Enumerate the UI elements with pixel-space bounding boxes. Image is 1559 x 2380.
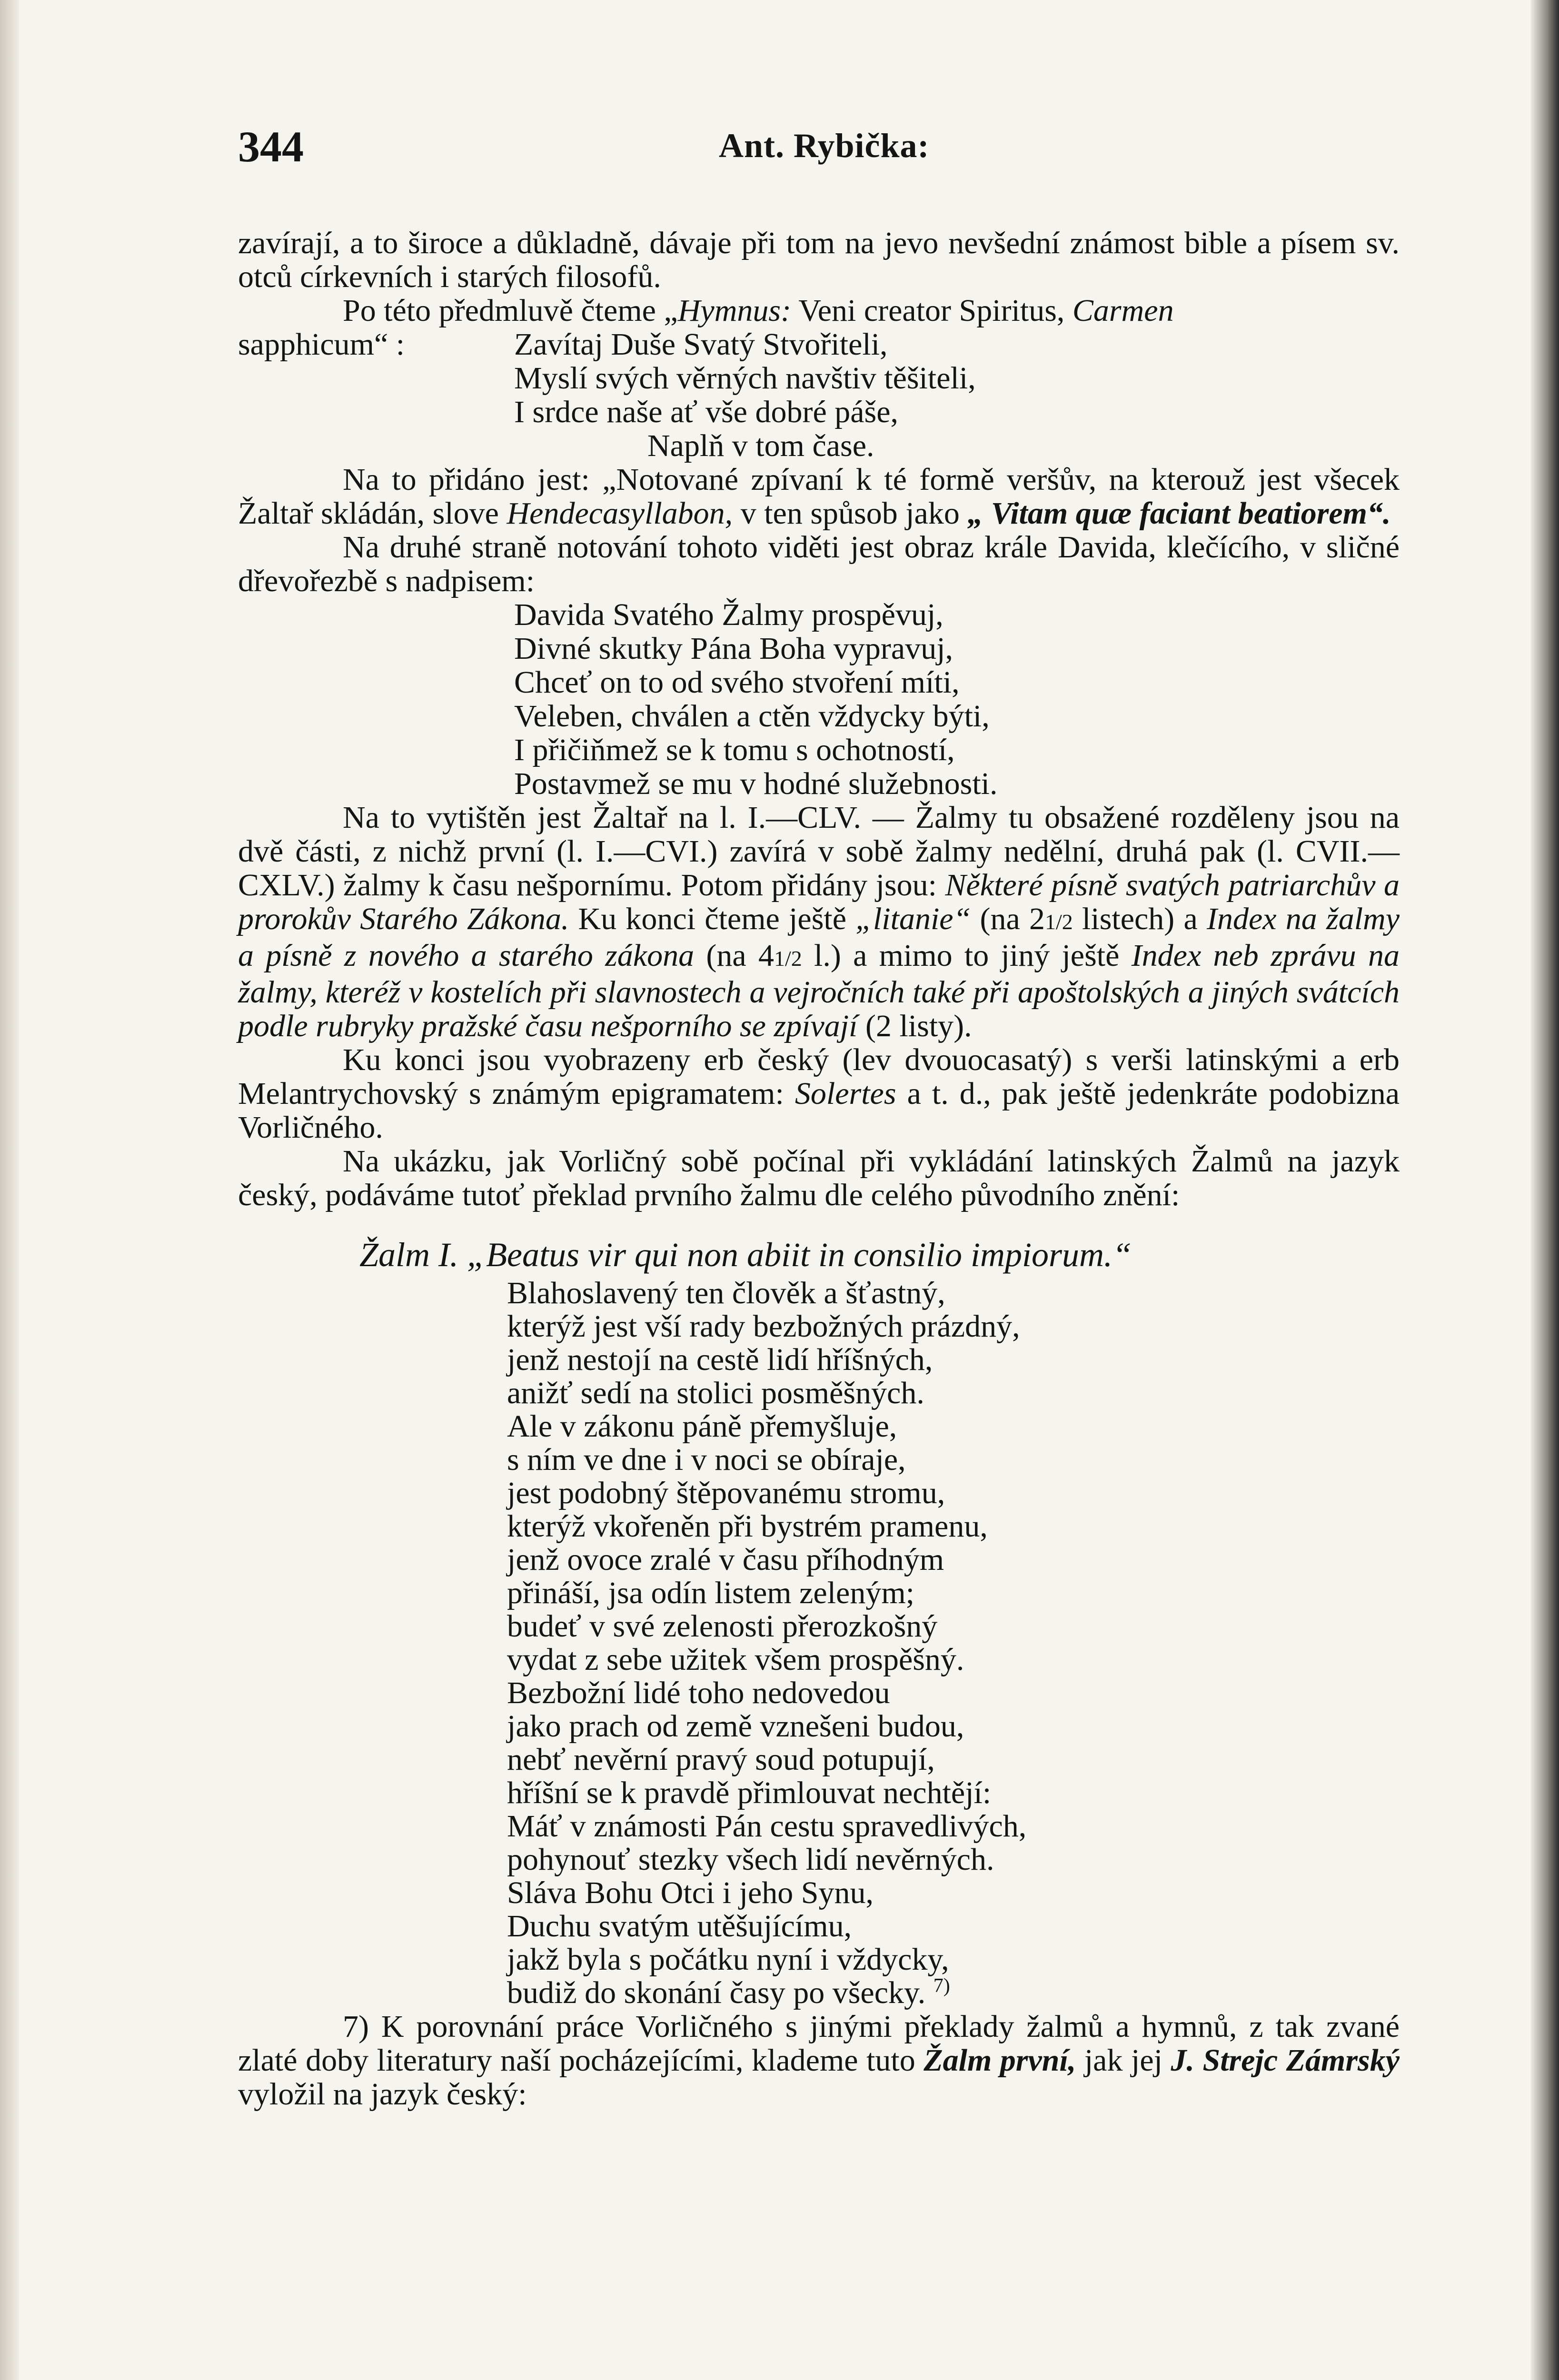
paragraph-4: Na druhé straně notování tohoto viděti jest obraz krále Davida, klečícího, v sličné dřevořezbě s nadpisem:: [238, 530, 1400, 598]
paragraph-6: Ku konci jsou vyobrazeny erb český (lev dvouocasatý) s verši latinskými a erb Melantrychovský s známým epigramatem: Solertes a t. d., pak ještě jedenkráte podobizna Vorličného.: [238, 1042, 1400, 1145]
psalm-line: s ním ve dne i v noci se obíraje,: [507, 1442, 906, 1477]
page-number: 344: [238, 122, 304, 171]
psalm-line: Sláva Bohu Otci i jeho Synu,: [507, 1875, 874, 1910]
psalm-line: anižť sedí na stolici posměšných.: [507, 1376, 924, 1410]
psalm-title: Žalm I. „Beatus vir qui non abiit in consilio impiorum.“: [359, 1236, 1132, 1274]
verse-2: Davida Svatého Žalmy prospěvuj, Divné skutky Pána Boha vypravuj, Chceť on to od svého stvoření míti, Veleben, chválen a ctěn vždycky býti, I přičiňmež se k tomu s ochotností, Postavmež se mu v hodné služebnosti.: [514, 597, 998, 801]
psalm-line: kterýž jest vší rady bezbožných prázdný,: [507, 1309, 1020, 1344]
psalm-line-last: budiž do skonání časy po všecky. $^{7)}$: [507, 1975, 950, 2010]
footnote-mark: 7): [343, 2009, 369, 2044]
footnote: 7) K porovnání práce Vorličného s jinými překlady žalmů a hymnů, z tak zvané zlaté doby literatury naší pocházejícími, klademe tuto Žalm první, jak jej J. Strejc Zámrský vyložil na jazyk český:: [238, 2009, 1400, 2112]
psalm-line: jest podobný štěpovanému stromu,: [507, 1476, 945, 1510]
verse-1-first-line: sapphicum“ : Zavítaj Duše Svatý Stvořiteli,: [238, 327, 888, 362]
running-head: Ant. Rybička:: [719, 127, 930, 165]
page-header: [238, 121, 1400, 174]
psalm-line: Duchu svatým utěšujícímu,: [507, 1909, 852, 1944]
main-text: [238, 226, 1400, 2111]
psalm-line: pohynouť stezky všech lidí nevěrných.: [507, 1842, 994, 1877]
verse-1: Myslí svých věrných navštiv těšiteli, I srdce naše ať vše dobré páše,: [514, 361, 976, 429]
psalm-line: vydat z sebe užitek všem prospěšný.: [507, 1642, 964, 1677]
paragraph-5: Na to vytištěn jest Žaltař na l. I.—CLV. — Žalmy tu obsažené rozděleny jsou na dvě části, z nichž první (l. I.—CVI.) zavírá v sobě žalmy nedělní, druhá pak (l. CVII.—CXLV.) žalmy k času nešpornímu. Potom přidány jsou: Některé písně svatých patriarchův a prorokův Starého Zákona. Ku konci čteme ještě „litanie“ (na 21/2 listech) a Index na žalmy a písně z nového a starého zákona (na 41/2 l.) a mimo to jiný ještě Index neb zprávu na žalmy, kteréž v kostelích při slavnostech a vejročních také při apoštolských a jiných svátcích podle rubryky pražské času nešporního se zpívají (2 listy).: [238, 800, 1400, 1043]
paragraph-3: Na to přidáno jest: „Notované zpívaní k té formě veršův, na kterouž jest všecek Žaltař skládán, slove Hendecasyllabon, v ten spůsob jako „ Vitam quæ faciant beatiorem“.: [238, 462, 1400, 531]
footnote-reference[interactable]: 7): [933, 1975, 950, 1997]
psalm-line: Máť v známosti Pán cestu spravedlivých,: [507, 1809, 1027, 1844]
page-right-edge: [1530, 0, 1559, 2380]
paragraph-2: Po této předmluvě čteme „Hymnus: Veni creator Spiritus, Carmen: [343, 293, 1174, 328]
psalm-line: hříšní se k pravdě přimlouvat nechtějí:: [507, 1775, 992, 1810]
paragraph-1: zavírají, a to široce a důkladně, dávaje při tom na jevo nevšední známost bible a písem sv. otců církevních i starých filosofů.: [238, 226, 1400, 294]
psalm-line: jako prach od země vznešeni budou,: [507, 1709, 964, 1744]
psalm-line: Ale v zákonu páně přemyšluje,: [507, 1409, 897, 1444]
psalm-line: nebť nevěrní pravý soud potupují,: [507, 1742, 935, 1777]
psalm-line: kterýž vkořeněn při bystrém pramenu,: [507, 1509, 988, 1544]
psalm-line: jenž nestojí na cestě lidí hříšných,: [507, 1342, 933, 1377]
psalm-line: Blahoslavený ten člověk a šťastný,: [507, 1276, 945, 1310]
psalm-line: přináší, jsa odín listem zeleným;: [507, 1576, 915, 1610]
paragraph-7: Na ukázku, jak Vorličný sobě počínal při vykládání latinských Žalmů na jazyk český, podáváme tutoť překlad prvního žalmu dle celého původního znění:: [238, 1144, 1400, 1212]
psalm-verse: [507, 1277, 1400, 2010]
verse-1-last-line: Naplň v tom čase.: [647, 428, 874, 463]
page-left-edge: [0, 0, 19, 2380]
psalm-line: jenž ovoce zralé v času příhodným: [507, 1542, 944, 1577]
psalm-line: budeť v své zelenosti přerozkošný: [507, 1609, 938, 1644]
psalm-line: Bezbožní lidé toho nedovedou: [507, 1676, 890, 1710]
psalm-line: jakž byla s počátku nyní i vždycky,: [507, 1942, 949, 1977]
